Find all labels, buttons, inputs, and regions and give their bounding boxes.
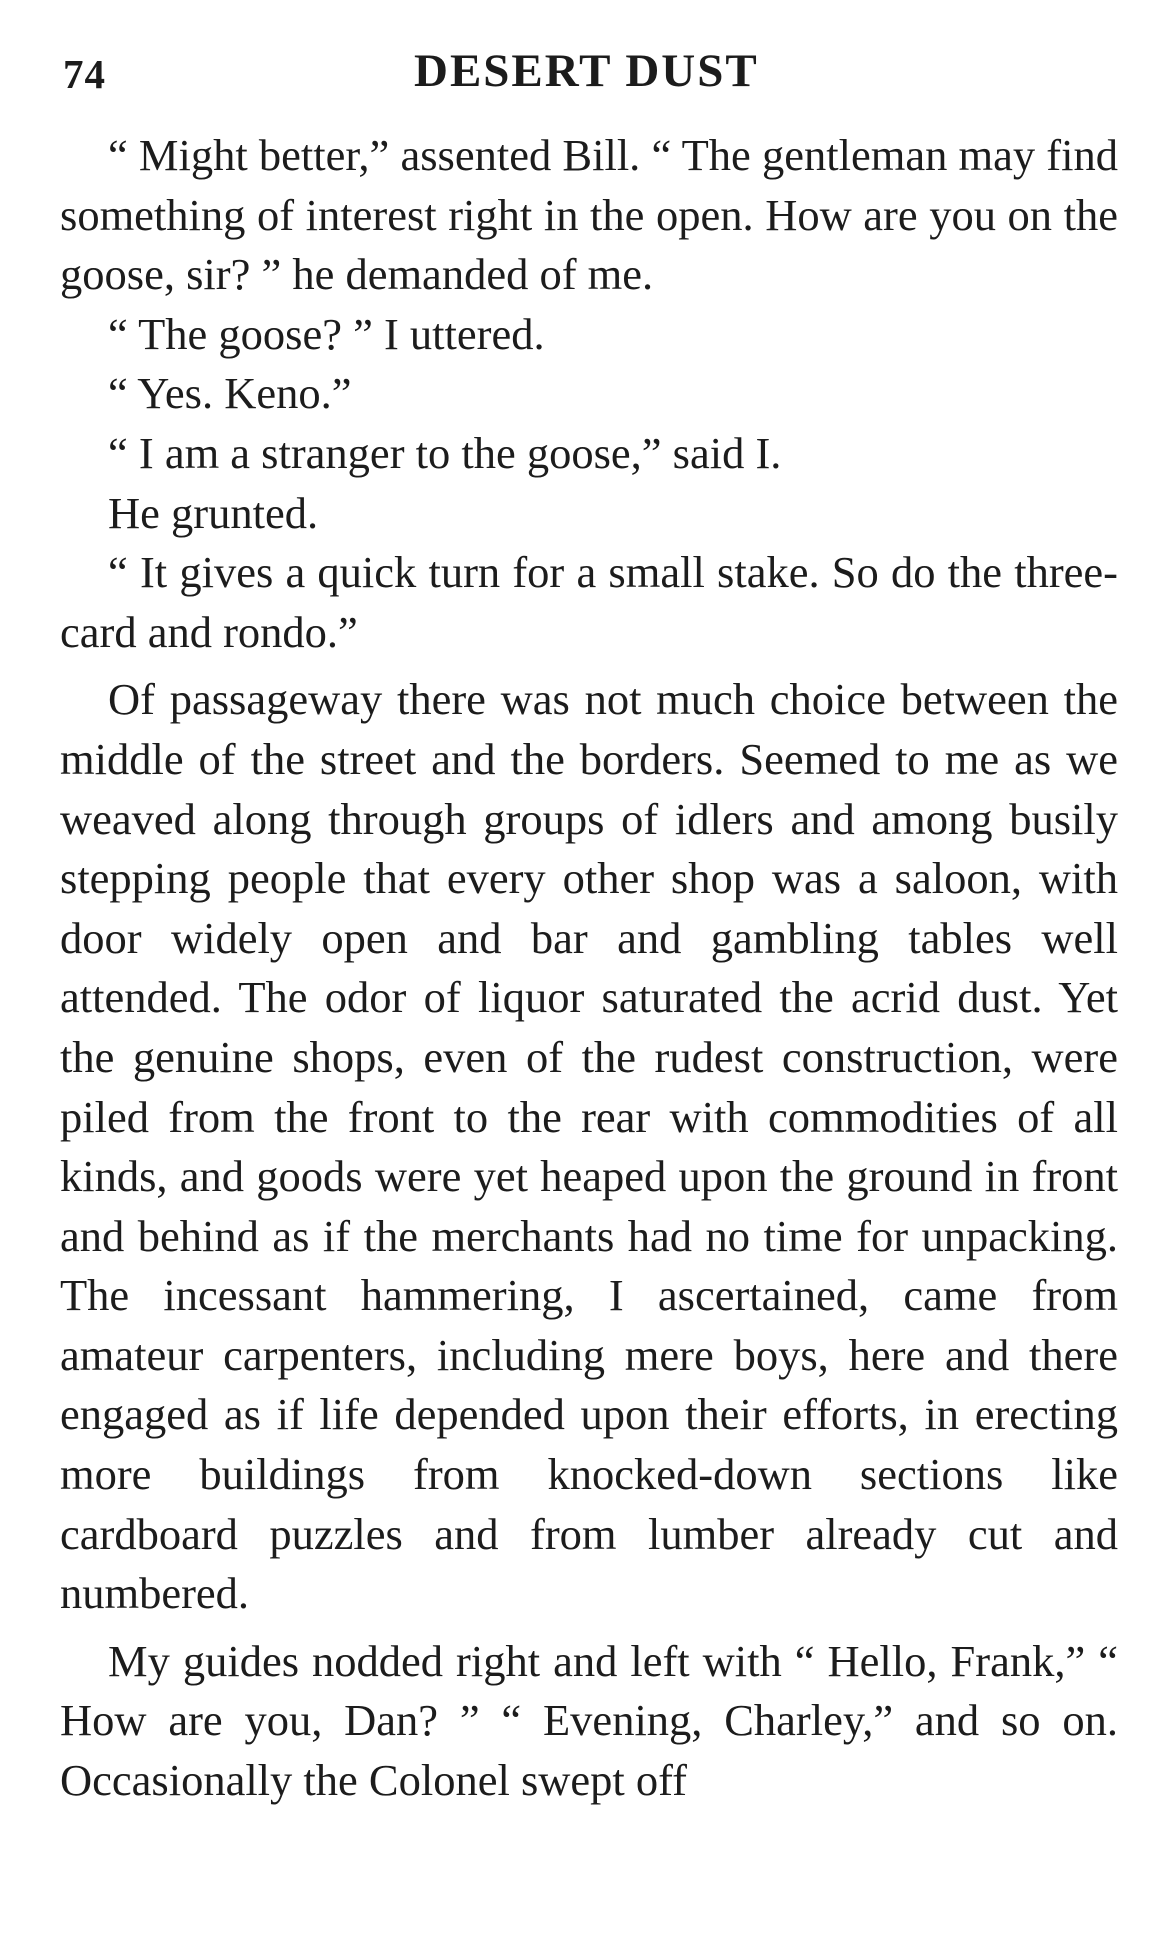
- paragraph-grunted: He grunted.: [108, 487, 319, 538]
- paragraph-passageway: Of passageway there was not much choice between the middle of the street and the borders. Seemed to me as we weaved along through groups of idlers and among busily stepping people that every other shop was a saloon, with door widely open and bar and gambling tables well attended. The odor of liquor saturated the acrid dust. Yet the genuine shops, even of the rudest construction, were piled from the front to the rear with commodities of all kinds, and goods were yet heaped upon the ground in front and behind as if the merchants had no time for unpacking. The incessant hammering, I ascertained, came from amateur carpenters, including mere boys, here and there engaged as if life depended upon their efforts, in erecting more buildings from knocked-down sections like cardboard puzzles and from lumber already cut and numbered.: [60, 674, 1118, 1619]
- paragraph-keno: “ Yes. Keno.”: [108, 368, 352, 419]
- paragraph-guides: My guides nodded right and left with “ Hello, Frank,” “ How are you, Dan? ” “ Evening, Charley,” and so on. Occasionally the Colonel swept off: [60, 1635, 1118, 1806]
- paragraph-quick-turn: “ It gives a quick turn for a small stake. So do the three-card and rondo.”: [60, 547, 1118, 657]
- running-title: DESERT DUST: [414, 45, 759, 97]
- paragraph-the-goose: “ The goose? ” I uttered.: [108, 308, 545, 359]
- page-header: [0, 38, 1170, 108]
- page-number: 74: [63, 51, 106, 97]
- paragraph-stranger: “ I am a stranger to the goose,” said I.: [108, 427, 782, 478]
- paragraph-bill-goose: “ Might better,” assented Bill. “ The gentleman may find something of interest right in the open. How are you on the goose, sir? ” he demanded of me.: [60, 130, 1118, 300]
- body-text: [60, 126, 1118, 1811]
